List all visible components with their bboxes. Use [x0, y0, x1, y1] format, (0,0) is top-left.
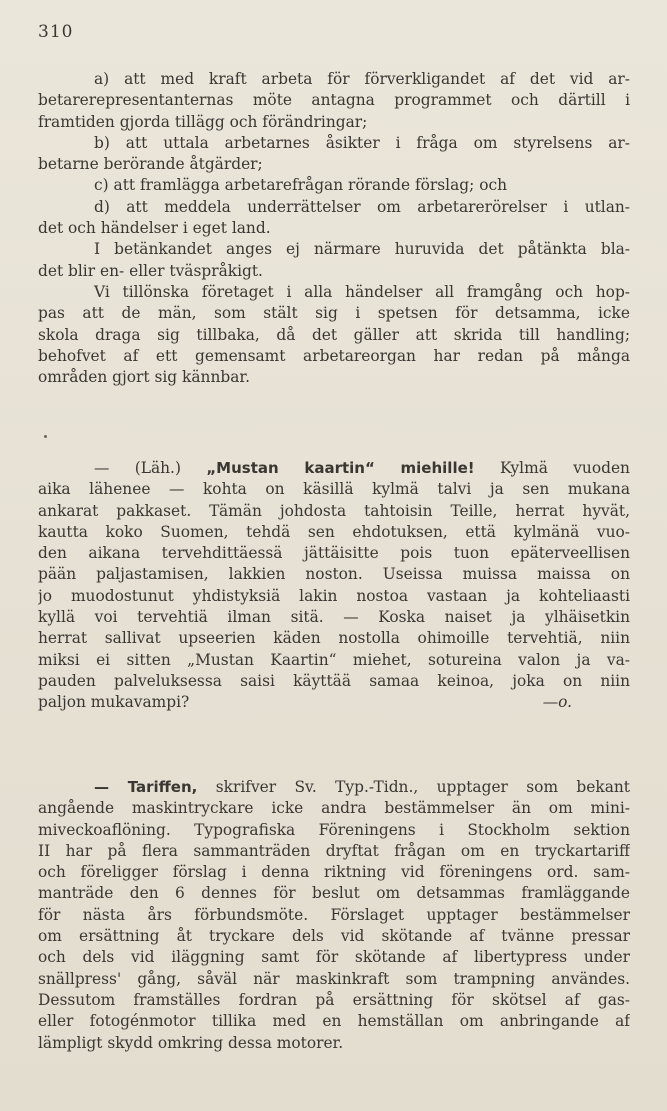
- swedish-article: [38, 69, 630, 388]
- lead-prefix: — (Läh.): [94, 459, 181, 477]
- article-signature: —o.: [542, 693, 572, 712]
- text-line: miveckoaflöning. Typografiska Föreningens i Stockholm sektion: [38, 820, 630, 839]
- text-line: Dessutom framställes fordran på ersättning för skötsel af gas-: [38, 990, 630, 1009]
- text-line: c) att framlägga arbetarefrågan rörande förslag; och: [94, 176, 507, 195]
- text-line: framtiden gjorda tillägg och förändringar;: [38, 112, 368, 131]
- text-line: eller fotogénmotor tillika med en hemställan om anbringande af: [38, 1012, 630, 1031]
- text-line: II har på flera sammanträden dryftat frågan om en tryckartariff: [38, 841, 630, 860]
- text-line: för nästa års förbundsmöte. Förslaget upptager bestämmelser: [38, 905, 630, 924]
- lead-rest: Kylmä vuoden: [499, 459, 630, 477]
- text-line: betarerepresentanternas möte antagna programmet och därtill i: [38, 91, 630, 110]
- text-line: lämpligt skydd omkring dessa motorer.: [38, 1033, 344, 1052]
- text-line: skola draga sig tillbaka, då det gäller att skrida till handling;: [38, 325, 630, 344]
- article-lead-line: [38, 777, 630, 798]
- article-headline: — Tariffen,: [94, 778, 198, 796]
- text-line: manträde den 6 dennes för beslut om detsammas framläggande: [38, 884, 630, 903]
- text-line: I betänkandet anges ej närmare huruvida det påtänkta bla-: [94, 240, 630, 259]
- text-line: den aikana tervehdittäessä jättäisitte pois tuon epäterveellisen: [38, 544, 630, 563]
- text-line: om ersättning åt tryckare dels vid skötande af tvänne pressar: [38, 927, 630, 946]
- text-line: jo muodostunut yhdistyksiä lakin nostoa vastaan ja kohteliaasti: [38, 586, 630, 605]
- text-line: herrat sallivat upseerien käden nostolla ohimoille tervehtiä, niin: [38, 629, 630, 648]
- text-line: pään paljastamisen, lakkien noston. Useissa muissa maissa on: [38, 565, 630, 584]
- article-last-line: [38, 692, 630, 713]
- article-headline: „Mustan kaartin“ miehille!: [206, 459, 475, 477]
- text-line: kyllä voi tervehtiä ilman sitä. — Koska naiset ja ylhäisetkin: [38, 608, 630, 627]
- text-line: pas att de män, som stält sig i spetsen för detsamma, icke: [38, 304, 630, 323]
- text-line: det och händelser i eget land.: [38, 219, 271, 238]
- tariff-article: [38, 777, 630, 1054]
- text-line: miksi ei sitten „Mustan Kaartin“ miehet, sotureina valon ja va-: [38, 650, 630, 669]
- text-line: behofvet af ett gemensamt arbetareorgan har redan på många: [38, 346, 630, 365]
- article-lead-line: [38, 458, 630, 479]
- text-line: paljon mukavampi?: [38, 693, 190, 712]
- text-line: betarne berörande åtgärder;: [38, 155, 263, 174]
- text-line: och dels vid iläggning samt för skötande af libertypress under: [38, 948, 630, 967]
- text-line: det blir en- eller tväspråkigt.: [38, 261, 263, 280]
- finnish-article: [38, 458, 630, 714]
- text-line: Vi tillönska företaget i alla händelser all framgång och hop-: [94, 282, 630, 301]
- text-line: b) att uttala arbetarnes åsikter i fråga om styrelsens ar-: [94, 133, 630, 152]
- text-line: angående maskintryckare icke andra bestämmelser än om mini-: [38, 799, 630, 818]
- text-line: snällpress' gång, såväl när maskinkraft som trampning användes.: [38, 969, 630, 988]
- page-number: 310: [38, 22, 74, 42]
- text-line: aika lähenee — kohta on käsillä kylmä talvi ja sen mukana: [38, 480, 630, 499]
- text-line: ankarat pakkaset. Tämän johdosta tahtoisin Teille, herrat hyvät,: [38, 501, 630, 520]
- text-line: pauden palveluksessa saisi käyttää samaa keinoa, joka on niin: [38, 671, 630, 690]
- text-line: a) att med kraft arbeta för förverkligandet af det vid ar-: [94, 70, 630, 88]
- print-speck: [44, 435, 47, 438]
- text-line: områden gjort sig kännbar.: [38, 368, 250, 387]
- text-line: kautta koko Suomen, tehdä sen ehdotuksen, että kylmänä vuo-: [38, 522, 630, 541]
- text-line: och föreligger förslag i denna riktning vid föreningens ord. sam-: [38, 863, 630, 882]
- text-line: d) att meddela underrättelser om arbetarerörelser i utlan-: [94, 197, 630, 216]
- lead-rest: skrifver Sv. Typ.-Tidn., upptager som bekant: [215, 778, 630, 796]
